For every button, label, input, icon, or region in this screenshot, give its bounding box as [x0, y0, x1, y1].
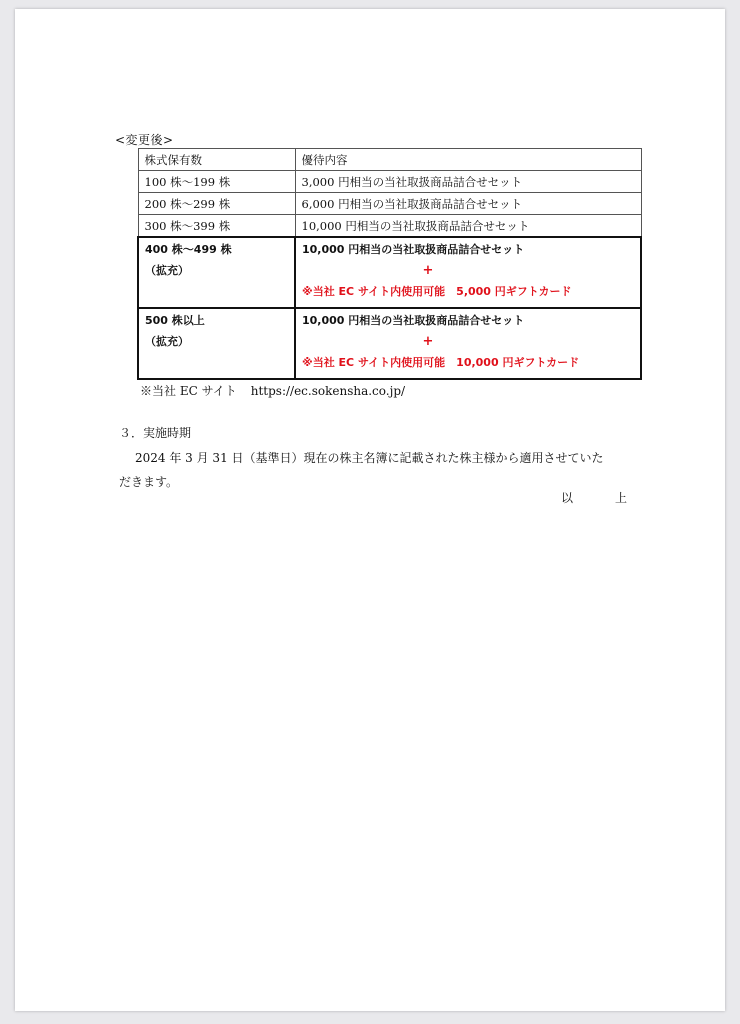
gift-card-text: ※当社 EC サイト内使用可能 10,000 円ギフトカード: [302, 356, 580, 369]
cell-benefit: 3,000 円相当の当社取扱商品詰合せセット: [295, 171, 641, 193]
document-page: [15, 9, 725, 1011]
note-label: ※当社 EC サイト: [140, 384, 237, 398]
table-row: [138, 171, 641, 193]
cell-benefit: 6,000 円相当の当社取扱商品詰合せセット: [295, 193, 641, 215]
ec-site-url: https://ec.sokensha.co.jp/: [250, 384, 406, 398]
shareholder-benefit-table: [137, 148, 642, 380]
benefit-text: 10,000 円相当の当社取扱商品詰合せセット: [302, 314, 525, 327]
cell-shares: 200 株～299 株: [138, 193, 295, 215]
header-shares: 株式保有数: [138, 149, 295, 171]
table-header-row: [138, 149, 641, 171]
implementation-paragraph: [119, 446, 639, 494]
ec-site-note: [140, 382, 405, 399]
benefit-text: 10,000 円相当の当社取扱商品詰合せセット: [302, 243, 525, 256]
closing-remark: 以上: [561, 491, 670, 505]
gift-card-text: ※当社 EC サイト内使用可能 5,000 円ギフトカード: [302, 285, 572, 298]
paragraph-line: 2024 年 3 月 31 日（基準日）現在の株主名簿に記載された株主様から適用させていた: [135, 451, 604, 465]
expanded-tag: （拡充）: [145, 264, 189, 277]
section-heading-after-change: <変更後>: [115, 133, 174, 147]
cell-benefit: 10,000 円相当の当社取扱商品詰合せセット: [295, 215, 641, 238]
cell-shares: [138, 237, 295, 308]
table-row: [138, 193, 641, 215]
cell-shares: [138, 308, 295, 379]
paragraph-line: だきます。: [119, 475, 179, 489]
expanded-tag: （拡充）: [145, 335, 189, 348]
shares-range: 400 株～499 株: [145, 243, 232, 256]
shares-range: 500 株以上: [145, 314, 205, 327]
header-benefit: 優待内容: [295, 149, 641, 171]
plus-sign: +: [422, 263, 434, 278]
table-row-expanded: [138, 237, 641, 308]
table-row: [138, 215, 641, 238]
table-row-expanded: [138, 308, 641, 379]
cell-shares: 300 株～399 株: [138, 215, 295, 238]
cell-shares: 100 株～199 株: [138, 171, 295, 193]
plus-sign: +: [422, 334, 434, 349]
cell-benefit: [295, 308, 641, 379]
section-title-implementation-date: ３．実施時期: [119, 426, 192, 440]
cell-benefit: [295, 237, 641, 308]
